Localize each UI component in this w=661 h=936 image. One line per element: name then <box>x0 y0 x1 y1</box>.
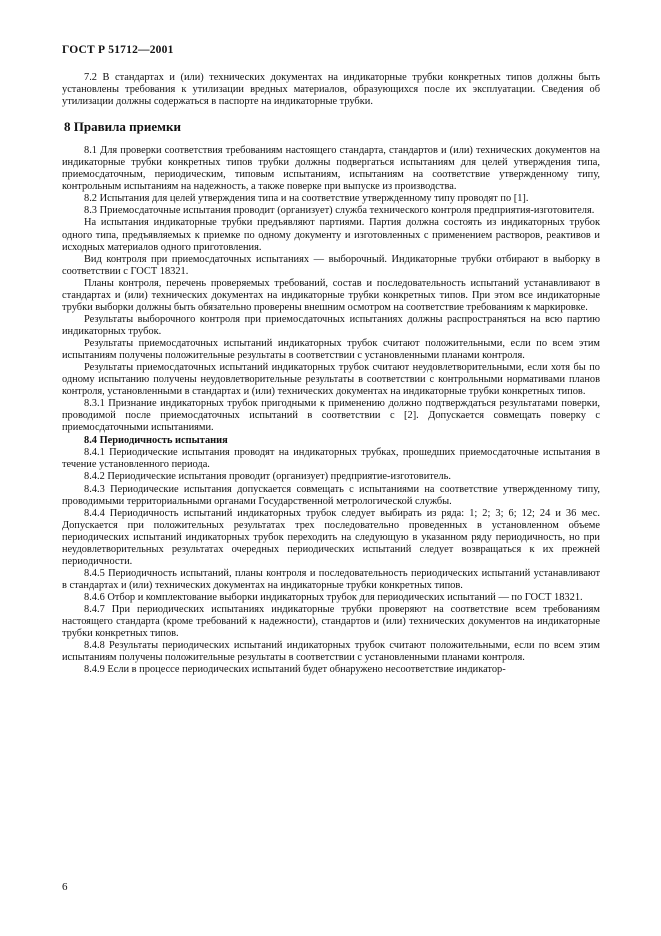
document-page <box>62 44 600 676</box>
paragraph: 8.2 Испытания для целей утверждения типа и на соответствие утвержденному типу проводят по [1]. <box>84 193 529 205</box>
paragraph: 8.4.2 Периодические испытания проводит (организует) предприятие-изготовитель. <box>84 471 451 483</box>
paragraph: 8.4.8 Результаты периодических испытаний индикаторных трубок считают положительными, если по всем этим испытаниям получены положительные результаты в соответствии с установленными планами контроля. <box>62 640 600 664</box>
paragraph: 8.4.1 Периодические испытания проводят на индикаторных трубках, прошедших приемосдаточные испытания в течение установленного периода. <box>62 447 600 471</box>
page-number: 6 <box>62 881 68 893</box>
paragraph: 8.4.4 Периодичность испытаний индикаторных трубок следует выбирать из ряда: 1; 2; 3; 6; 12; 24 и 36 мес. Допускается при положительных результатах трех последовательно проведенных в установленном объеме периодических испытаний индикаторных трубок переходить на следующую в указанном ряду периодичность, но при неудовлетворительных результатах очередных периодических испытаний следует возвращаться к их прежней периодичности. <box>62 507 600 567</box>
section-title: 8 Правила приемки <box>64 119 181 135</box>
paragraph: Результаты приемосдаточных испытаний индикаторных трубок считают неудовлетворительными, если хотя бы по одному испытанию получены неудовлетворительные результаты в соответствии с контрольными нормативами планов контроля, установленными в стандартах и (или) технических документах на индикаторные трубки конкретных типов. <box>62 362 600 398</box>
paragraph: 8.3.1 Признание индикаторных трубок пригодными к применению должно подтверждаться результатами поверки, проводимой после приемосдаточных испытаний в соответствии с [2]. Допускается совмещать поверку с приемосдаточными испытаниями. <box>62 398 600 434</box>
paragraph: На испытания индикаторные трубки предъявляют партиями. Партия должна состоять из индикаторных трубок одного типа, предъявляемых к приемке по одному документу и изготовленных с применением растворов, реактивов и исходных материалов одного приготовления. <box>62 217 600 253</box>
paragraph: Результаты выборочного контроля при приемосдаточных испытаниях должны распространяться на всю партию индикаторных трубок. <box>62 313 600 337</box>
paragraph: 8.3 Приемосдаточные испытания проводит (организует) служба технического контроля предприятия-изготовителя. <box>84 205 595 217</box>
paragraph: 8.4.7 При периодических испытаниях индикаторные трубки проверяют на соответствие всем требованиям настоящего стандарта (кроме требований к надежности), стандартов и (или) технических документов на индикаторные трубки конкретных типов. <box>62 603 600 640</box>
paragraph: 8.4.6 Отбор и комплектование выборки индикаторных трубок для периодических испытаний — по ГОСТ 18321. <box>84 591 583 603</box>
subsection-title: 8.4 Периодичность испытания <box>84 435 228 447</box>
paragraph: Результаты приемосдаточных испытаний индикаторных трубок считают положительными, если по всем этим испытаниям получены положительные результаты в соответствии с установленными планами контроля. <box>62 337 600 361</box>
paragraph: 8.4.9 Если в процессе периодических испытаний будет обнаружено несоответствие индикатор- <box>84 664 506 676</box>
paragraph: 8.4.5 Периодичность испытаний, планы контроля и последовательность периодических испытаний устанавливают в стандартах и (или) технических документах на индикаторные трубки конкретных типов. <box>62 567 600 591</box>
paragraph: Вид контроля при приемосдаточных испытаниях — выборочный. Индикаторные трубки отбирают в выборку в соответствии с ГОСТ 18321. <box>62 253 600 277</box>
document-header: ГОСТ Р 51712—2001 <box>62 44 174 56</box>
paragraph: Планы контроля, перечень проверяемых требований, состав и последовательность испытаний устанавливают в стандартах и (или) технических документах на индикаторные трубки конкретных типов. При этом все индикаторные трубки выборки должны быть обязательно проверены внешним осмотром на соответствие требованиям к маркировке. <box>62 277 600 313</box>
paragraph: 8.1 Для проверки соответствия требованиям настоящего стандарта, стандартов и (или) технических документов на индикаторные трубки конкретных типов трубки должны подвергаться испытаниям для целей утверждения типа, приемосдаточным, периодическим, типовым испытаниям, испытаниям на соответствие утвержденному типу, контрольным испытаниям на надежность, а также поверке при выпуске из производства. <box>62 145 600 193</box>
paragraph-7-2: 7.2 В стандартах и (или) технических документах на индикаторные трубки конкретных типов должны быть установлены требования к утилизации вредных материалов, образующихся после их эксплуатации. Сведения об утилизации должны содержаться в паспорте на индикаторные трубки. <box>62 72 600 108</box>
paragraph: 8.4.3 Периодические испытания допускается совмещать с испытаниями на соответствие утвержденному типу, проводимыми территориальными органами Государственной метрологической службы. <box>62 483 600 507</box>
